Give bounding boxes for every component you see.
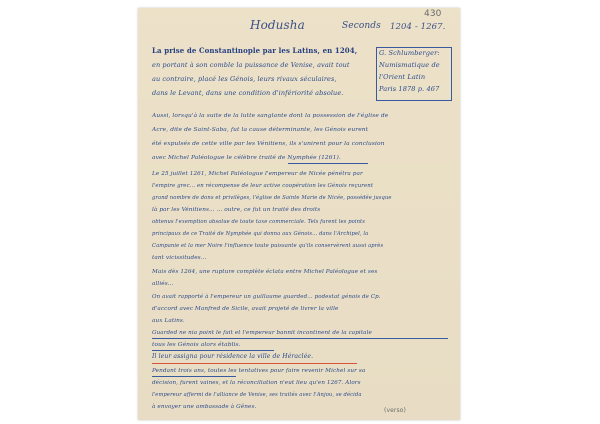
text-line: tant vicissitudes... bbox=[152, 255, 207, 261]
text-line: grand nombre de dons et privilèges, l'église de Sainte Marie de Nicée, possédée jusque bbox=[152, 195, 392, 201]
text-line: à envoyer une ambassade à Gênes. bbox=[152, 404, 257, 410]
text-line: Acre, dite de Saint-Saba, fut la cause déterminante, les Génois eurent bbox=[152, 127, 369, 133]
text-line: On avait rapporté à l'empereur un guillaume guarded... podestat génois de Cp. bbox=[152, 294, 381, 300]
text-line: décision, furent vaines, et la réconciliation n'eut lieu qu'en 1267. Alors bbox=[152, 380, 361, 386]
text-line: été expulsés de cette ville par les Vénitiens, ils s'unirent pour la conclusion bbox=[152, 141, 385, 147]
manuscript-page bbox=[138, 8, 460, 420]
text-line: Pendant trois ans, toutes les tentatives pour faire revenir Michel sur sa bbox=[152, 368, 366, 374]
text-line: dans le Levant, dans une condition d'infériorité absolue. bbox=[152, 89, 344, 97]
footer-note: (verso) bbox=[384, 407, 406, 414]
underline bbox=[152, 376, 236, 377]
page-title: Hodusha bbox=[250, 18, 305, 32]
text-line: La prise de Constantinople par les Latins, en 1204, bbox=[152, 46, 358, 55]
text-line: Aussi, lorsqu'à la suite de la lutte sanglante dont la possession de l'église de bbox=[152, 113, 389, 119]
page-years: 1204 - 1267. bbox=[390, 22, 446, 32]
text-line: d'accord avec Manfred de Sicile, avait projeté de livrer la ville bbox=[152, 306, 339, 312]
underline bbox=[152, 350, 274, 351]
text-line: Campanie et la mer Noire l'influence toute puissante qu'ils conservèrent aussi après bbox=[152, 243, 384, 249]
text-line: Il leur assigna pour résidence la ville de Héraclée. bbox=[152, 353, 314, 360]
red-underline bbox=[152, 363, 357, 364]
text-line: aux Latins. bbox=[152, 318, 185, 324]
text-line: Le 25 juillet 1261, Michel Paléologue l'empereur de Nicée pénétra par bbox=[152, 171, 363, 177]
page-subtitle: Seconds bbox=[342, 21, 381, 31]
text-line: alliés... bbox=[152, 281, 174, 287]
text-line: Mais dès 1264, une rupture complète éclata entre Michel Paléologue et ses bbox=[152, 269, 378, 275]
text-line: là par les Vénitiens... ... outre, ce fut un traité des droits bbox=[152, 207, 321, 213]
underline bbox=[288, 163, 368, 164]
text-line: au contraire, placé les Génois, leurs rivaux séculaires, bbox=[152, 75, 337, 83]
text-line: l'empereur affermi de l'alliance de Venise, ses traités avec l'Anjou, se décida bbox=[152, 392, 362, 398]
text-line: avec Michel Paléologue le célèbre traité de Nymphée (1261). bbox=[152, 155, 341, 161]
text-line: obtenus l'exemption absolue de toute taxe commerciale. Tels furent les points bbox=[152, 219, 365, 225]
text-line: l'empire grec... en récompense de leur active coopération les Génois reçurent bbox=[152, 183, 374, 189]
text-line: Guarded ne nia point le fait et l'empereur bannit incontinent de la capitale bbox=[152, 330, 372, 336]
reference-line: Numismatique de bbox=[379, 61, 440, 69]
reference-line: l'Orient Latin bbox=[379, 73, 426, 81]
text-line: tous les Génois alors établis. bbox=[152, 342, 241, 348]
text-line: en portant à son comble la puissance de Venise, avait tout bbox=[152, 61, 350, 69]
reference-line: Paris 1878 p. 467 bbox=[379, 85, 440, 93]
underline bbox=[152, 338, 448, 339]
reference-line: G. Schlumberger: bbox=[379, 49, 440, 57]
page-number: 430 bbox=[424, 9, 442, 19]
text-line: principaux de ce Traité de Nymphée qui donna aux Génois... dans l'Archipel, la bbox=[152, 231, 369, 237]
